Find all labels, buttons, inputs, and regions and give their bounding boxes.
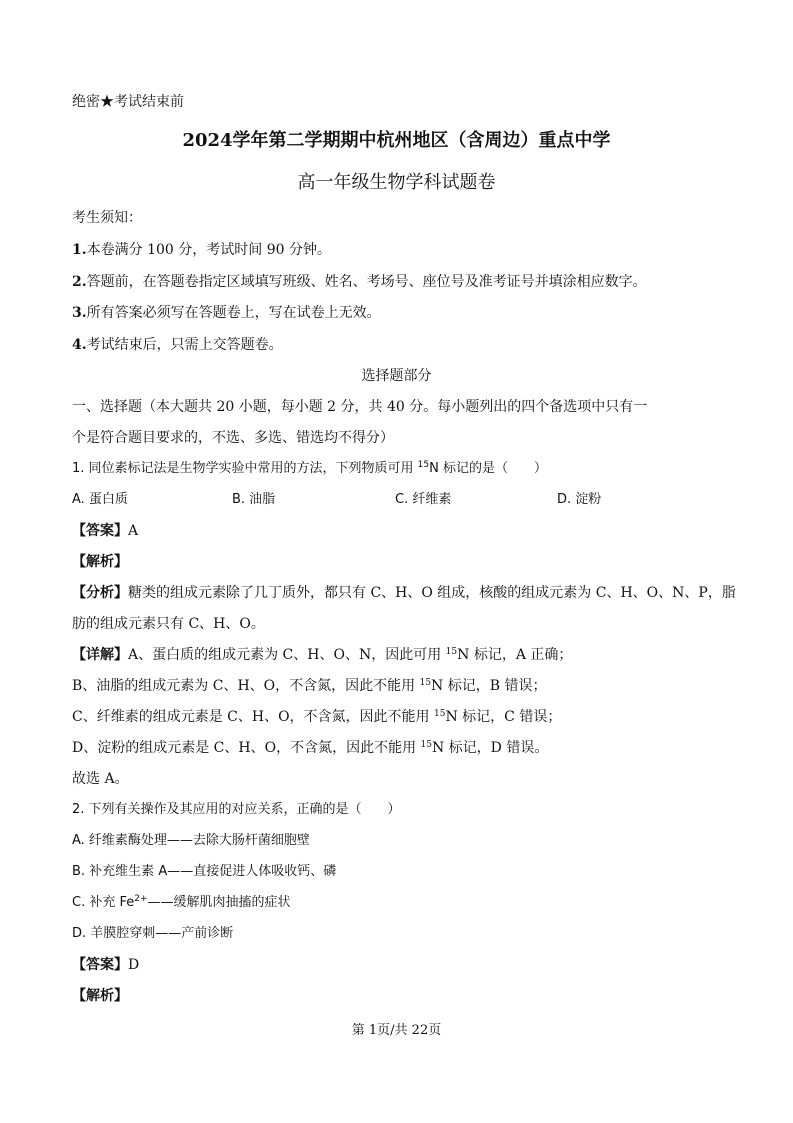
q1-detail-c: [72, 707, 561, 727]
notice-heading: 考生须知：: [72, 210, 142, 226]
q1-option-a: A. 蛋白质: [72, 492, 128, 507]
q2-option-c-sup: 2+: [134, 894, 148, 904]
q1-fenxi-line1: [72, 583, 736, 603]
notice-item-4: [72, 335, 283, 355]
detail-text: N 标记，D 错误。: [431, 740, 549, 756]
detail-text: B、油脂的组成元素为 C、H、O，不含氮，因此不能用: [72, 678, 420, 694]
q1-stem-post: N 标记的是（ ）: [429, 461, 547, 476]
q2-answer: [72, 955, 139, 975]
notice-text: 答题前，在答题卷指定区域填写班级、姓名、考场号、座位号及准考证号并填涂相应数字。: [86, 274, 647, 290]
detail-text: N 标记，B 错误；: [431, 678, 547, 694]
q2-analysis-tag: 【解析】: [72, 988, 128, 1004]
q2-option-a: A. 纤维素酶处理——去除大肠杆菌细胞壁: [72, 833, 310, 848]
section-intro-line2: 个是符合题目要求的，不选、多选、错选均不得分）: [72, 430, 394, 446]
q1-detail-b: [72, 676, 547, 696]
q1-detail-d: [72, 738, 548, 758]
q1-option-d: D. 淀粉: [557, 492, 602, 507]
fenxi-text: 糖类的组成元素除了几丁质外，都只有 C、H、O 组成，核酸的组成元素为 C、H、O、N、P，脂: [128, 585, 736, 601]
notice-num: 4.: [72, 337, 87, 353]
notice-text: 所有答案必须写在答题卷上，写在试卷上无效。: [86, 305, 381, 321]
q1-option-c: C. 纤维素: [395, 492, 452, 507]
detail-sup: 15: [434, 709, 446, 719]
q2-option-c-pre: C. 补充 Fe: [72, 895, 135, 910]
detail-text: N 标记，C 错误；: [445, 709, 562, 725]
detail-text: N 标记，A 正确；: [457, 647, 573, 663]
section-intro-line1: 一、选择题（本大题共 20 小题，每小题 2 分，共 40 分。每小题列出的四个备选项中只有一: [72, 399, 648, 415]
detail-text: C、纤维素的组成元素是 C、H、O，不含氮，因此不能用: [72, 709, 435, 725]
q2-option-b: B. 补充维生素 A——直接促进人体吸收钙、磷: [72, 864, 337, 879]
answer-value: D: [128, 957, 140, 973]
q1-stem-sup: 15: [417, 460, 430, 470]
detail-sup: 15: [420, 740, 432, 750]
detail-text: D、淀粉的组成元素是 C、H、O，不含氮，因此不能用: [72, 740, 421, 756]
q2-option-c: [72, 893, 291, 913]
q1-detail-a: [72, 645, 572, 665]
notice-text: 考试结束后，只需上交答题卷。: [86, 337, 283, 353]
notice-item-3: [72, 303, 381, 323]
exam-title: 2024学年第二学期期中杭州地区（含周边）重点中学: [182, 130, 611, 151]
xiangjie-tag: 【详解】: [72, 647, 128, 663]
answer-value: A: [128, 523, 139, 539]
detail-text: A、蛋白质的组成元素为 C、H、O、N，因此可用: [128, 647, 446, 663]
notice-item-2: [72, 272, 647, 292]
q1-options: [0, 490, 793, 510]
q2-stem: 2. 下列有关操作及其应用的对应关系，正确的是（ ）: [72, 802, 401, 817]
notice-text: 本卷满分 100 分，考试时间 90 分钟。: [86, 242, 331, 258]
q1-conclusion: 故选 A。: [72, 771, 129, 787]
q1-analysis-tag: 【解析】: [72, 554, 128, 570]
q1-fenxi-line2: 肪的组成元素只有 C、H、O。: [72, 616, 265, 632]
notice-num: 1.: [72, 242, 87, 258]
q1-answer: [72, 521, 138, 541]
notice-num: 2.: [72, 274, 87, 290]
notice-num: 3.: [72, 305, 87, 321]
exam-subtitle: 高一年级生物学科试题卷: [297, 172, 496, 193]
page-number: 第 1页/共 22页: [351, 1023, 442, 1038]
q2-option-d: D. 羊膜腔穿刺——产前诊断: [72, 926, 234, 941]
q1-option-b: B. 油脂: [232, 492, 276, 507]
secret-label: 绝密★考试结束前: [72, 94, 184, 110]
fenxi-tag: 【分析】: [72, 585, 128, 601]
q1-stem-pre: 1. 同位素标记法是生物学实验中常用的方法，下列物质可用: [72, 461, 418, 476]
q1-stem: [72, 459, 547, 479]
q2-option-c-post: ——缓解肌肉抽搐的症状: [147, 895, 291, 910]
answer-tag: 【答案】: [72, 957, 128, 973]
answer-tag: 【答案】: [72, 523, 128, 539]
detail-sup: 15: [445, 647, 458, 657]
part-title: 选择题部分: [361, 368, 432, 384]
detail-sup: 15: [419, 678, 432, 688]
notice-item-1: [72, 240, 331, 260]
